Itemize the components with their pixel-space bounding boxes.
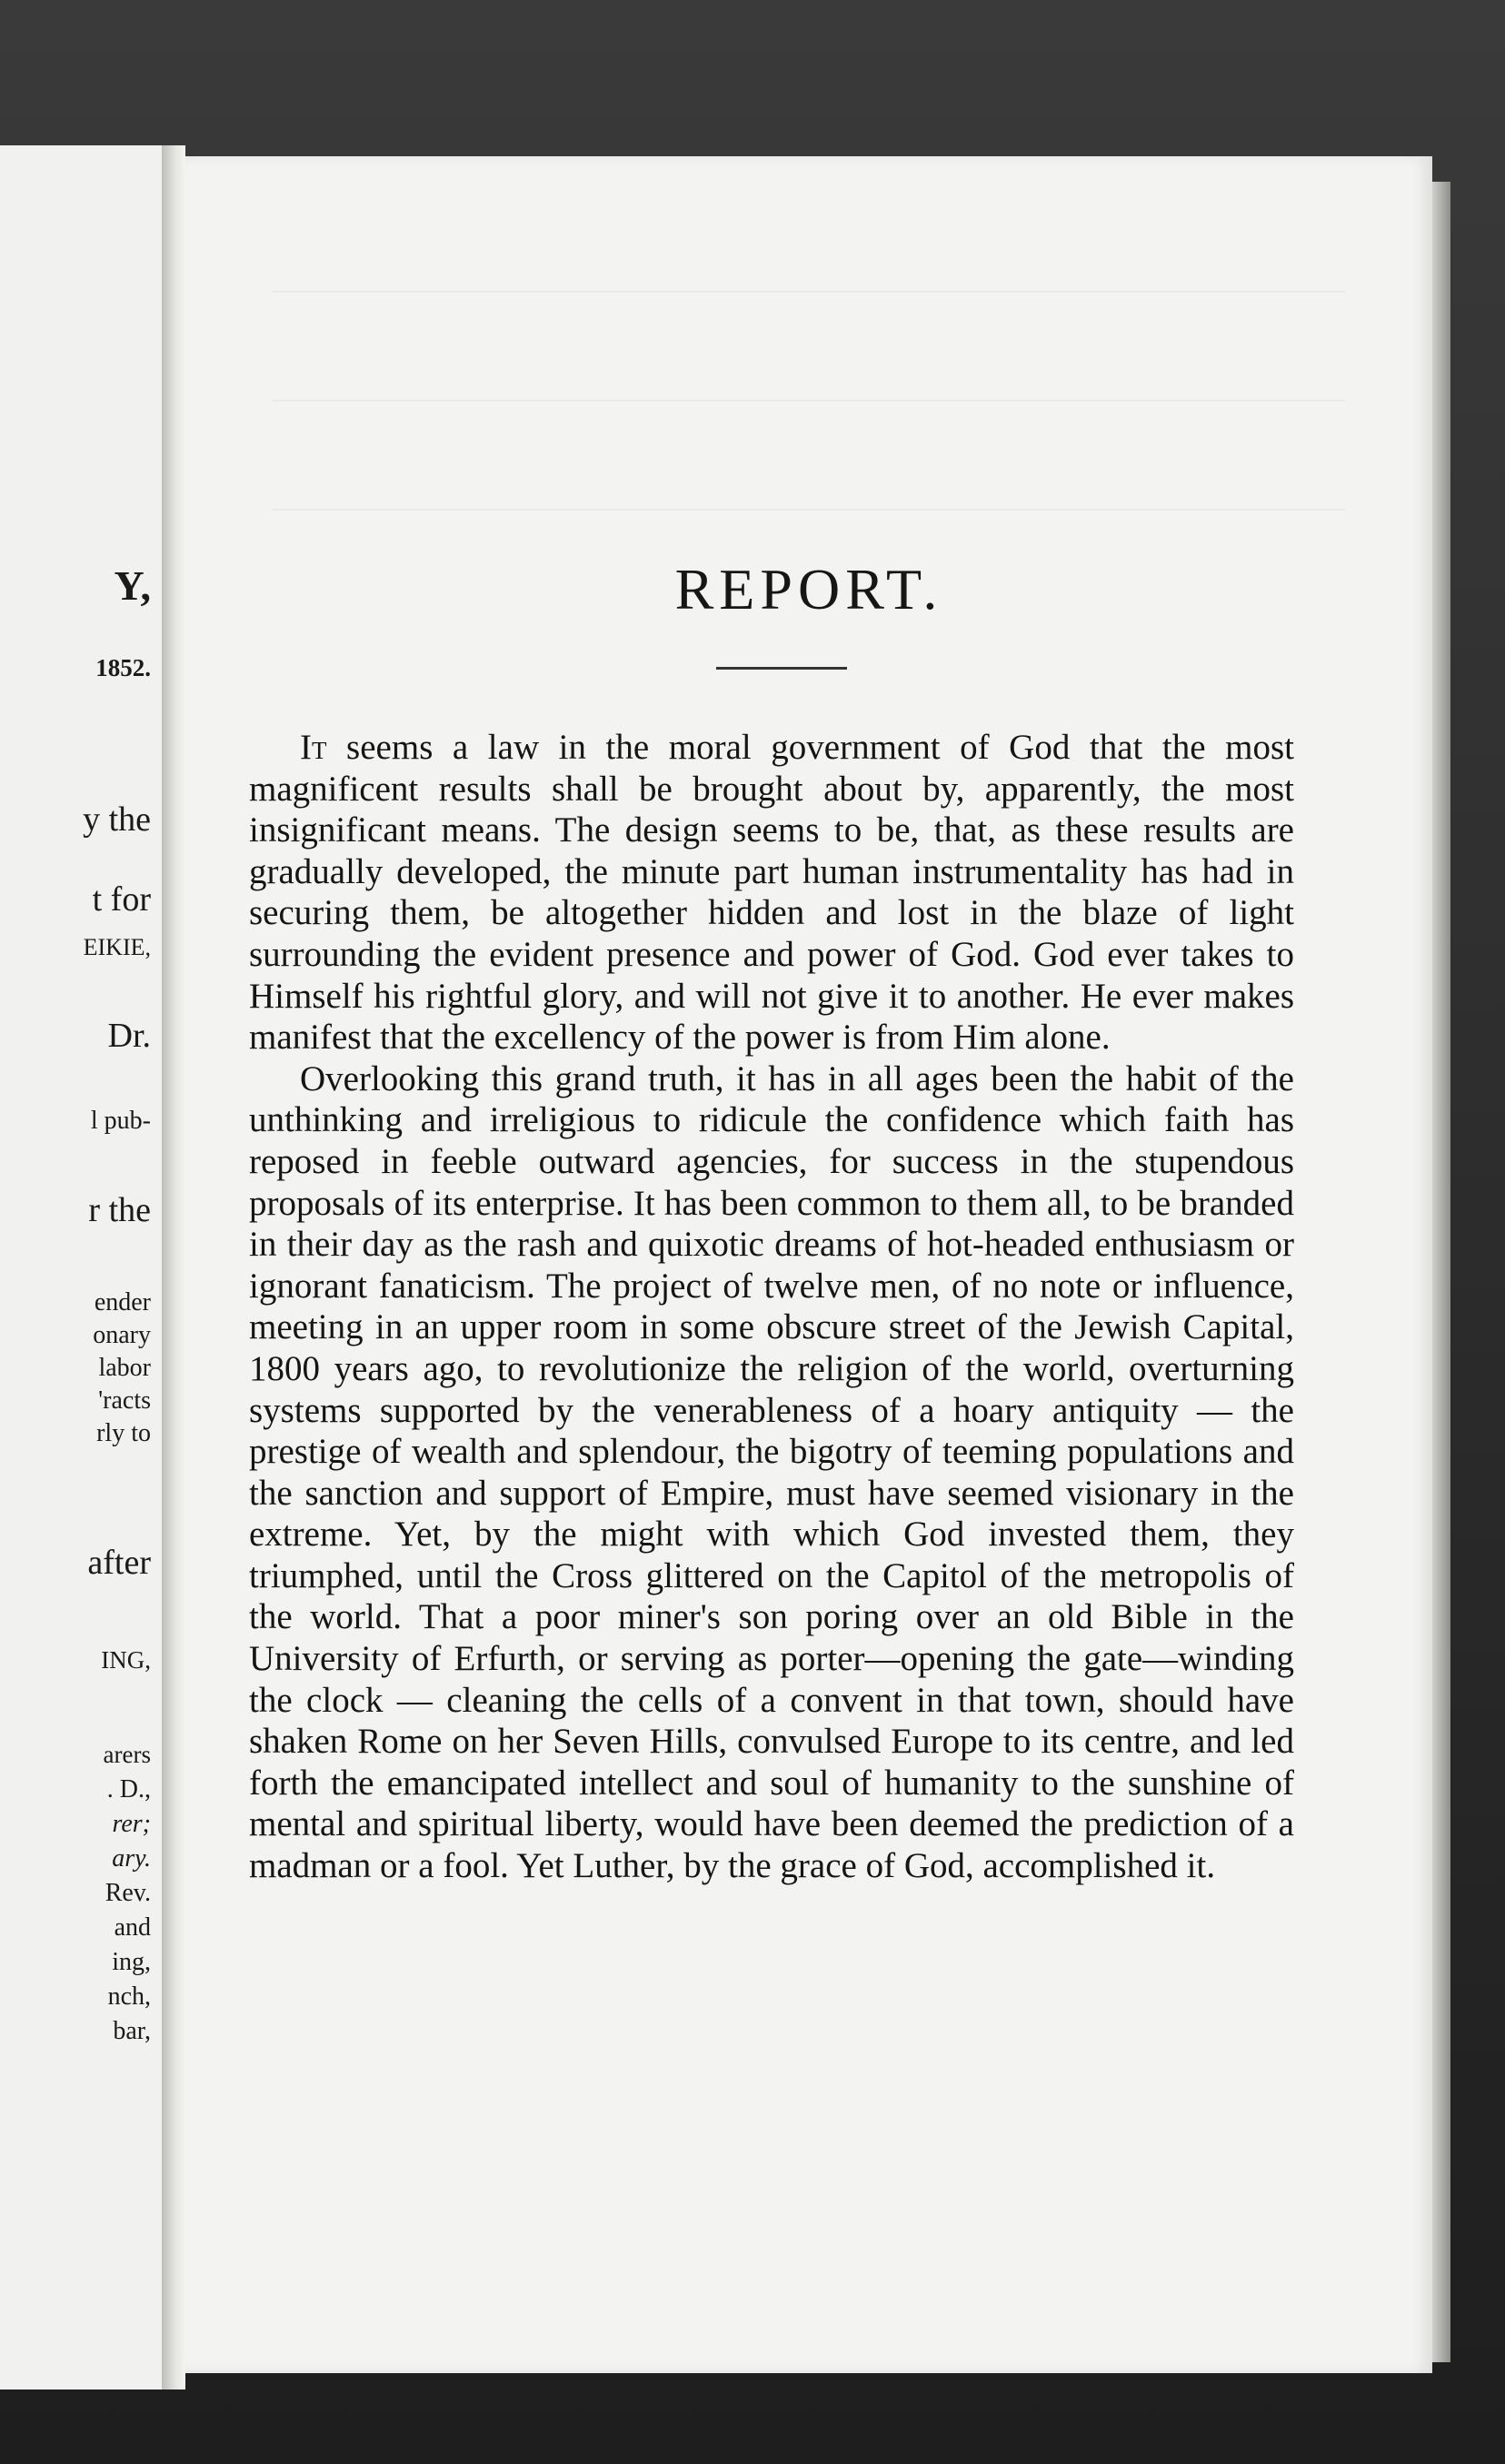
left-page-line: ary. bbox=[112, 1844, 151, 1873]
title-rule bbox=[716, 667, 847, 670]
left-page-line: 1852. bbox=[95, 654, 151, 681]
left-page-line: ing, bbox=[112, 1948, 151, 1976]
left-page-line: Dr. bbox=[107, 1017, 151, 1055]
left-page-line: 'racts bbox=[98, 1386, 151, 1415]
left-page-line: after bbox=[87, 1544, 151, 1582]
bleed-through-line bbox=[273, 291, 1345, 293]
left-page-line: and bbox=[114, 1913, 151, 1942]
lead-word: It bbox=[300, 728, 327, 767]
left-page-line: onary bbox=[93, 1321, 151, 1349]
left-page-line: . D., bbox=[106, 1775, 151, 1803]
left-page-line: l pub- bbox=[90, 1107, 151, 1135]
left-page-line: labor bbox=[98, 1354, 151, 1382]
left-page-line: r the bbox=[88, 1191, 151, 1229]
left-page-line: ING, bbox=[101, 1646, 151, 1674]
left-page-fragment bbox=[0, 145, 167, 2389]
paragraph bbox=[249, 727, 1294, 1058]
left-page-line: nch, bbox=[107, 1982, 151, 2011]
bleed-through-line bbox=[273, 509, 1345, 511]
paragraph: Overlooking this grand truth, it has in all ages been the habit of the unthinking and irreligious to ridicule the confidence which faith has reposed in feeble outward agencies, for success in the stupendous proposals of its enterprise. It has been common to them all, to be branded in their day as the rash and quixotic dreams of hot-headed enthusiasm or ignorant fanaticism. The project of twelve men, of no note or influence, meeting in an upper room in some obscure street of the Jewish Capital, 1800 years ago, to revolutionize the religion of the world, overturning systems supported by the venerableness of a hoary antiquity — the prestige of wealth and splendour, the bigotry of teeming populations and the sanction and support of Empire, must have seemed visionary in the extreme. Yet, by the might with which God invested them, they triumphed, until the Cross glittered on the Capitol of the metropolis of the world. That a poor miner's son poring over an old Bible in the University of Erfurth, or serving as porter—opening the gate—winding the clock — cleaning the cells of a convent in that town, should have shaken Rome on her Seven Hills, convulsed Europe to its centre, and led forth the emancipated intellect and soul of humanity to the sunshine of mental and spiritual liberty, would have been deemed the prediction of a madman or a fool. Yet Luther, by the grace of God, accomplished it. bbox=[249, 1058, 1294, 1886]
left-page-line: ender bbox=[94, 1288, 151, 1316]
page-title: REPORT. bbox=[674, 557, 943, 621]
left-page-line: Rev. bbox=[105, 1879, 151, 1907]
left-page-line: arers bbox=[103, 1741, 151, 1768]
left-page-line: Y, bbox=[114, 562, 151, 609]
left-page-line: EIKIE, bbox=[83, 934, 151, 960]
left-page-line: y the bbox=[83, 800, 151, 839]
book-gutter bbox=[162, 145, 185, 2389]
report-body bbox=[249, 727, 1294, 1887]
left-page-line: rly to bbox=[96, 1419, 151, 1447]
bleed-through-line bbox=[273, 400, 1345, 402]
paragraph-text: seems a law in the moral government of God that the most magnificent results shall be brought about by, apparently, the most insignificant means. The design seems to be, that, as these results are gradually developed, the minute part human instrumentality has had in securing them, be altogether hidden and lost in the blaze of light surrounding the evident presence and power of God. God ever takes to Himself his rightful glory, and will not give it to another. He ever makes manifest that the excellency of the power is from Him alone. bbox=[249, 728, 1294, 1058]
left-page-line: bar, bbox=[113, 2017, 151, 2045]
left-page-line: t for bbox=[92, 880, 151, 919]
left-page-line: rer; bbox=[112, 1810, 151, 1838]
page-edge bbox=[1432, 182, 1450, 2362]
